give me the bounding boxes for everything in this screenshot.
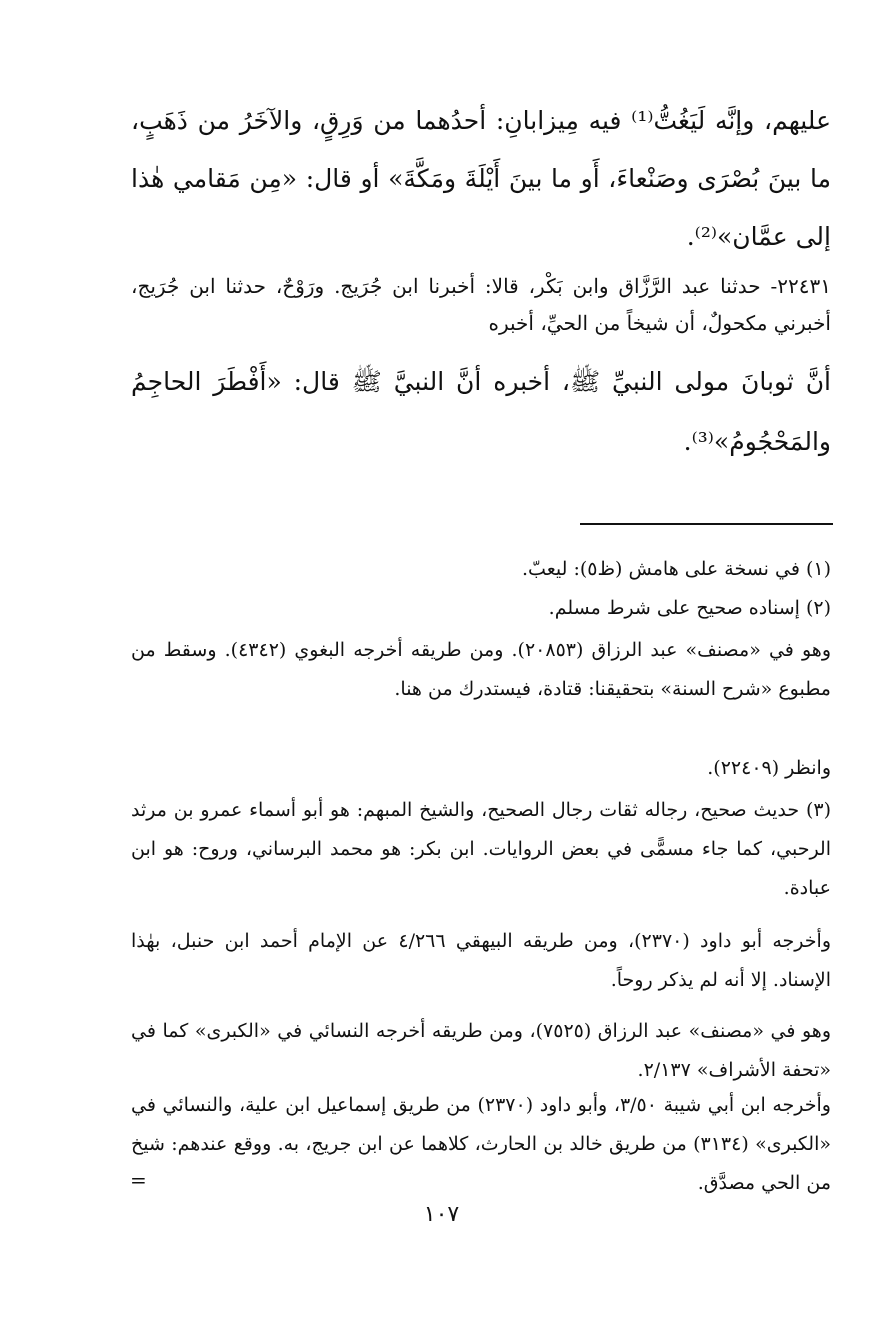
footnote-2-source: وهو في «مصنف» عبد الرزاق (٢٠٨٥٣). ومن طريقه أخرجه البغوي (٤٣٤٢). وسقط من مطبوع «شرح السنة» بتحقيقنا: قتادة، فيستدرك من هنا. xyxy=(131,639,831,700)
footnote-1: (١) في نسخة على هامش (ظ٥): ليعبّ. xyxy=(522,558,831,580)
footnote-3: (٣) حديث صحيح، رجاله ثقات رجال الصحيح، والشيخ المبهم: هو أبو أسماء عمرو بن مرثد الرحبي، كما جاء مسمًّى في بعض الروايات. ابن بكر: هو محمد البرساني، وروح: هو ابن عبادة. xyxy=(131,799,831,899)
footnote-3-ibnabishayba: وأخرجه ابن أبي شيبة ٣/٥٠، وأبو داود (٢٣٧٠) من طريق إسماعيل ابن علية، والنسائي في «الكبرى» (٣١٣٤) من طريق خالد بن الحارث، كلاهما عن ابن جريج، به. ووقع عندهم: شيخ من الحي مصدَّق. xyxy=(131,1094,831,1194)
hadith-isnad: ٢٢٤٣١- حدثنا عبد الرَّزَّاق وابن بَكْر، قالا: أخبرنا ابن جُرَيج. ورَوْحٌ، حدثنا ابن جُرَيج، أخبرني مكحولٌ، أن شيخاً من الحيِّ، أخبره xyxy=(131,274,831,335)
footnote-3-musannaf: وهو في «مصنف» عبد الرزاق (٧٥٢٥)، ومن طريقه أخرجه النسائي في «الكبرى» كما في «تحفة الأشراف» ٢/١٣٧. xyxy=(131,1020,831,1081)
page-number: ١٠٧ xyxy=(423,1202,460,1227)
footnote-3-abudawud: وأخرجه أبو داود (٢٣٧٠)، ومن طريقه البيهقي ٤/٢٦٦ عن الإمام أحمد ابن حنبل، بهٰذا الإسناد. إلا أنه لم يذكر روحاً. xyxy=(131,930,831,991)
footnote-separator xyxy=(580,523,833,525)
main-text-paragraph: عليهم، وإنَّه لَيَغُتُّ⁽¹⁾ فيه مِيزابانِ: أحدُهما من وَرِقٍ، والآخَرُ من ذَهَبٍ، ما بينَ بُصْرَى وصَنْعاءَ، أَو ما بينَ أَيْلَةَ ومَكَّةَ» أو قال: «مِن مَقامي هٰذا إلى عمَّان»⁽²⁾. xyxy=(131,106,831,251)
hadith-matn: أنَّ ثوبانَ مولى النبيِّ ﷺ، أخبره أنَّ النبيَّ ﷺ قال: «أَفْطَرَ الحاجِمُ والمَحْجُومُ»⁽³⁾. xyxy=(131,367,831,456)
footnote-2: (٢) إسناده صحيح على شرط مسلم. xyxy=(548,597,831,619)
footnote-2-see: وانظر (٢٢٤٠٩). xyxy=(707,757,831,779)
continuation-mark: = xyxy=(130,1168,147,1192)
